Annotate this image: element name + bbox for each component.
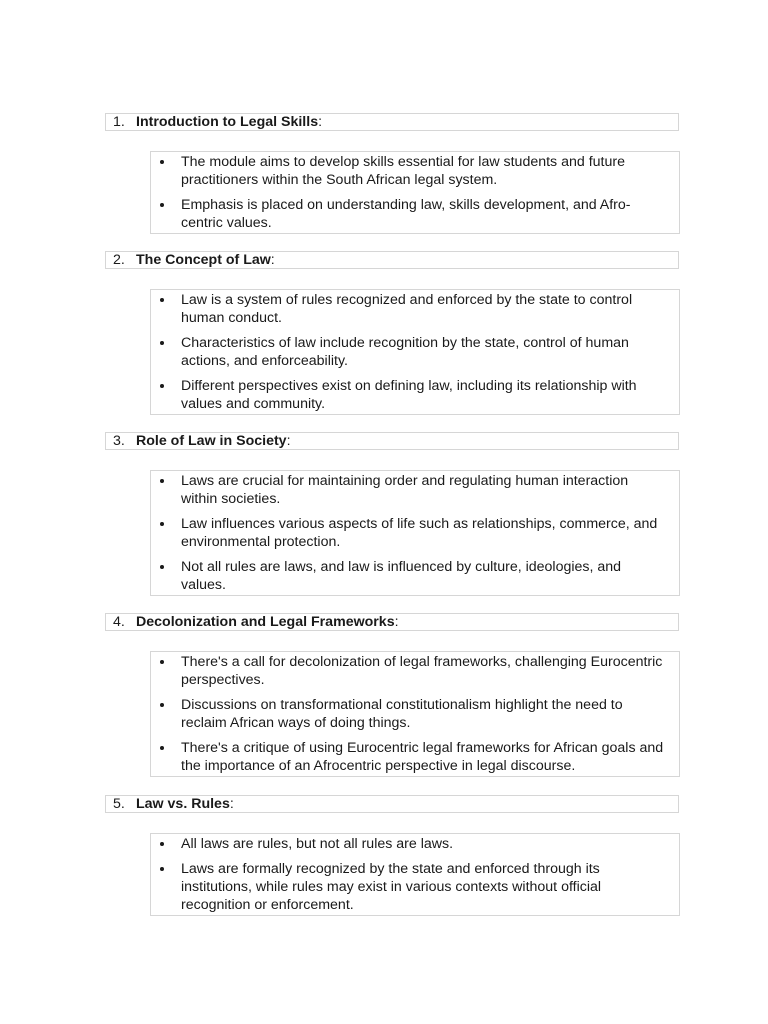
bullet-list-3 (150, 470, 680, 596)
bullet-dot (160, 660, 164, 664)
section-number: 2. (113, 252, 125, 268)
section-number: 3. (113, 433, 125, 449)
bullet-list-1 (150, 151, 680, 234)
bullet-dot (160, 703, 164, 707)
section-title-colon: : (318, 114, 323, 130)
list-item: The module aims to develop skills essential for law students and future practitioners within the South African legal system. (151, 153, 679, 189)
bullet-dot (160, 341, 164, 345)
bullet-dot (160, 522, 164, 526)
bullet-list-5 (150, 833, 680, 916)
section-number: 4. (113, 614, 125, 630)
list-item: Laws are formally recognized by the state and enforced through its institutions, while rules may exist in various contexts without official recognition or enforcement. (151, 860, 679, 914)
bullet-dot (160, 298, 164, 302)
list-item: There's a call for decolonization of legal frameworks, challenging Eurocentric perspectives. (151, 653, 679, 689)
section-title: Law vs. Rules (136, 796, 230, 812)
list-item: Law is a system of rules recognized and enforced by the state to control human conduct. (151, 291, 679, 327)
section-number: 1. (113, 114, 125, 130)
section-heading-4 (105, 613, 679, 631)
list-item: Different perspectives exist on defining law, including its relationship with values and community. (151, 377, 679, 413)
section-heading-2 (105, 251, 679, 269)
bullet-dot (160, 160, 164, 164)
section-title-colon: : (270, 252, 275, 268)
list-item: Laws are crucial for maintaining order and regulating human interaction within societies. (151, 472, 679, 508)
bullet-dot (160, 384, 164, 388)
section-title: The Concept of Law (136, 252, 271, 268)
list-item: Not all rules are laws, and law is influenced by culture, ideologies, and values. (151, 558, 679, 594)
bullet-dot (160, 746, 164, 750)
section-title: Role of Law in Society (136, 433, 287, 449)
section-heading-5 (105, 795, 679, 813)
bullet-dot (160, 867, 164, 871)
list-item: All laws are rules, but not all rules are laws. (151, 835, 679, 853)
bullet-dot (160, 203, 164, 207)
bullet-dot (160, 479, 164, 483)
bullet-list-4 (150, 651, 680, 777)
list-item: There's a critique of using Eurocentric legal frameworks for African goals and the importance of an Afrocentric perspective in legal discourse. (151, 739, 679, 775)
bullet-dot (160, 565, 164, 569)
section-heading-1 (105, 113, 679, 131)
section-title-colon: : (286, 433, 291, 449)
bullet-dot (160, 842, 164, 846)
list-item: Law influences various aspects of life such as relationships, commerce, and environmental protection. (151, 515, 679, 551)
bullet-list-2 (150, 289, 680, 415)
list-item: Discussions on transformational constitutionalism highlight the need to reclaim African ways of doing things. (151, 696, 679, 732)
section-number: 5. (113, 796, 125, 812)
section-title-colon: : (229, 796, 234, 812)
section-title-colon: : (394, 614, 399, 630)
list-item: Emphasis is placed on understanding law, skills development, and Afro-centric values. (151, 196, 679, 232)
list-item: Characteristics of law include recognition by the state, control of human actions, and enforceability. (151, 334, 679, 370)
section-title: Decolonization and Legal Frameworks (136, 614, 395, 630)
section-title: Introduction to Legal Skills (136, 114, 319, 130)
section-heading-3 (105, 432, 679, 450)
